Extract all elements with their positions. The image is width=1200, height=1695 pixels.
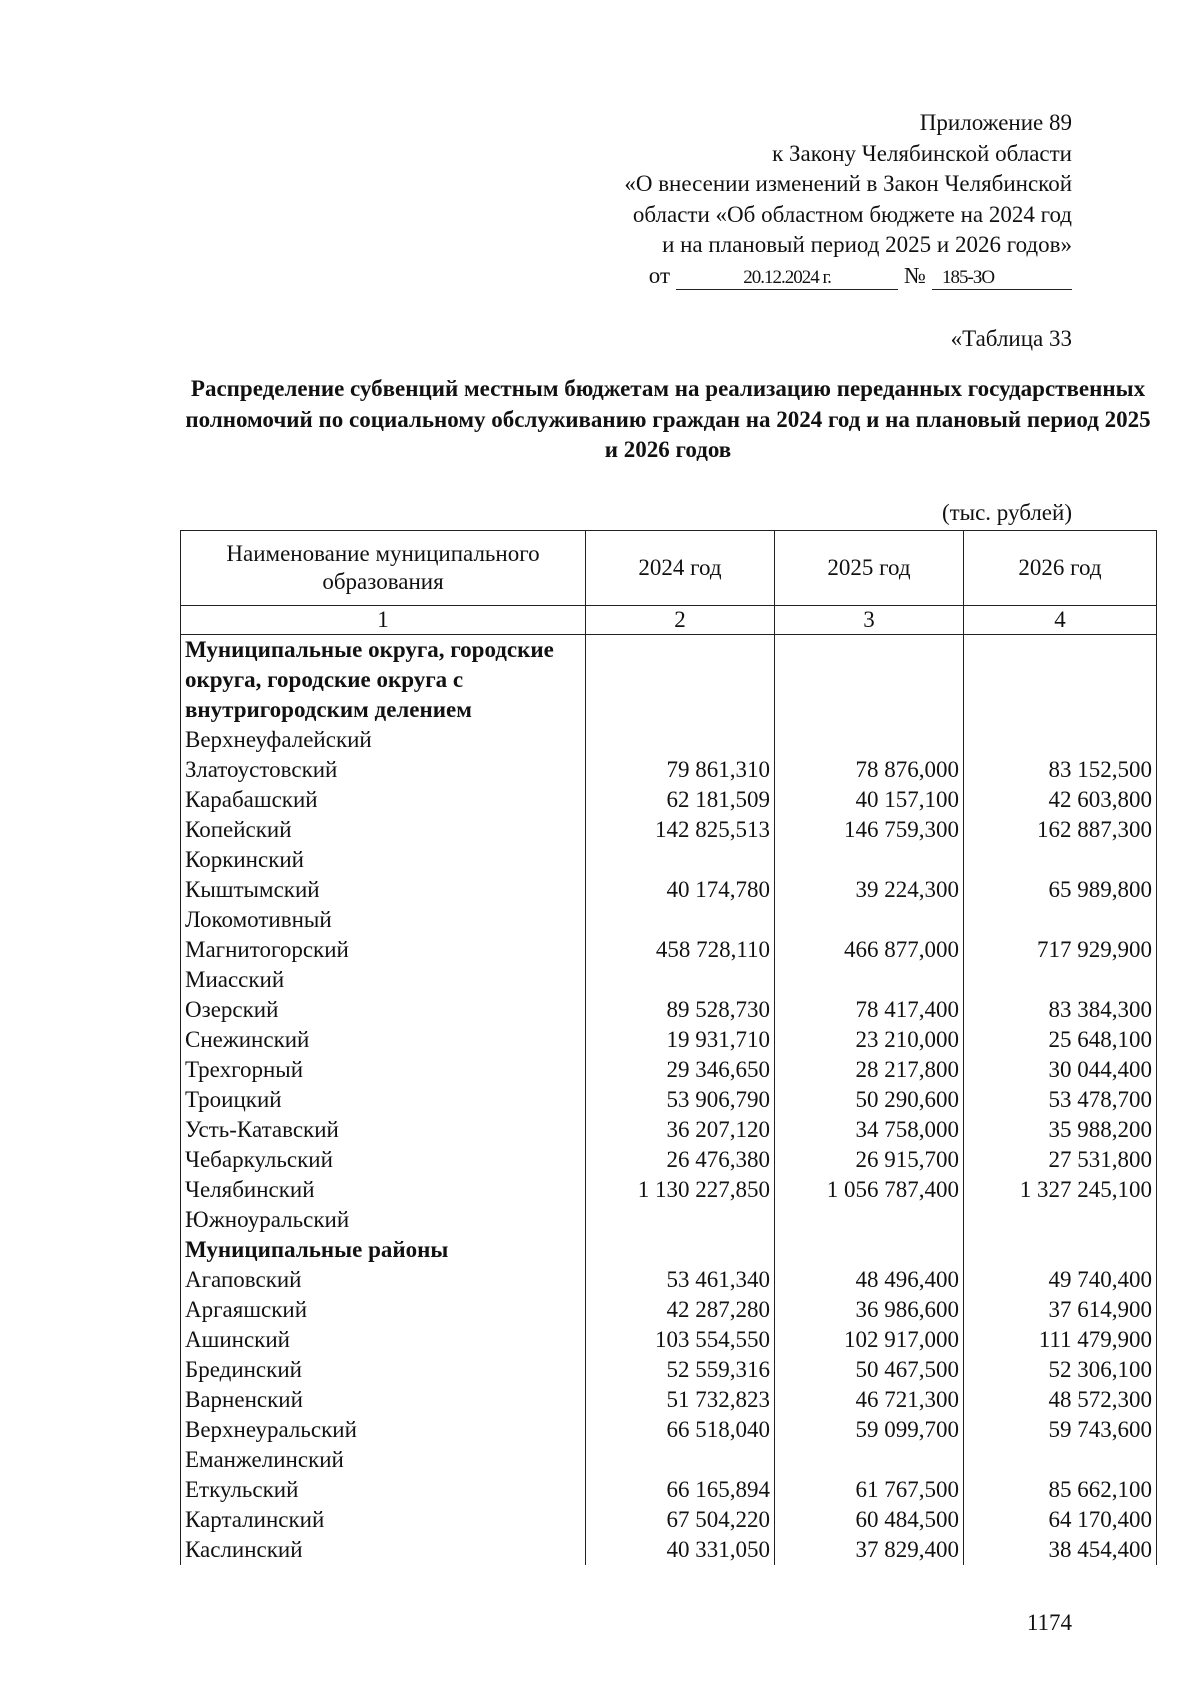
municipality-name: Усть-Катавский — [181, 1115, 586, 1145]
value-2026: 35 988,200 — [964, 1115, 1157, 1145]
table-row — [181, 1115, 1157, 1145]
municipality-name: Южноуральский — [181, 1205, 586, 1235]
value-2026 — [964, 635, 1157, 726]
table-row — [181, 815, 1157, 845]
units-label: (тыс. рублей) — [941, 500, 1072, 525]
value-2025: 50 290,600 — [775, 1085, 964, 1115]
value-2026 — [964, 725, 1157, 755]
value-2025 — [775, 725, 964, 755]
value-2026: 53 478,700 — [964, 1085, 1157, 1115]
municipality-name: Верхнеуральский — [181, 1415, 586, 1445]
value-2024: 29 346,650 — [586, 1055, 775, 1085]
value-2024 — [586, 1445, 775, 1475]
document-title: Распределение субвенций местным бюджетам на реализацию переданных государственных полномочий по социальному обслуживанию граждан на 2024 год и на плановый период 2025 и 2026 годов — [185, 376, 1151, 462]
municipality-name: Трехгорный — [181, 1055, 586, 1085]
municipality-name: Каслинский — [181, 1535, 586, 1565]
value-2026 — [964, 905, 1157, 935]
value-2025 — [775, 1235, 964, 1265]
municipality-name: Еманжелинский — [181, 1445, 586, 1475]
municipality-name: Миасский — [181, 965, 586, 995]
value-2025 — [775, 635, 964, 726]
table-label: «Таблица 33 — [950, 326, 1072, 351]
value-2024: 40 174,780 — [586, 875, 775, 905]
header-2025: 2025 год — [775, 531, 964, 606]
value-2025: 102 917,000 — [775, 1325, 964, 1355]
value-2026: 717 929,900 — [964, 935, 1157, 965]
column-number: 2 — [586, 606, 775, 635]
page-number: 1174 — [1026, 1610, 1072, 1635]
value-2024: 26 476,380 — [586, 1145, 775, 1175]
table-row — [181, 1145, 1157, 1175]
value-2026: 162 887,300 — [964, 815, 1157, 845]
municipality-name: Брединский — [181, 1355, 586, 1385]
value-2024: 79 861,310 — [586, 755, 775, 785]
value-2026 — [964, 965, 1157, 995]
municipality-name: Верхнеуфалейский — [181, 725, 586, 755]
value-2024 — [586, 725, 775, 755]
value-2025 — [775, 905, 964, 935]
municipality-name: Карабашский — [181, 785, 586, 815]
value-2025: 146 759,300 — [775, 815, 964, 845]
value-2024 — [586, 905, 775, 935]
municipality-name: Коркинский — [181, 845, 586, 875]
value-2025: 26 915,700 — [775, 1145, 964, 1175]
value-2024 — [586, 1205, 775, 1235]
law-number-field: 185-ЗО — [932, 267, 1072, 290]
subvention-table — [180, 530, 1157, 1565]
table-row — [181, 965, 1157, 995]
value-2024 — [586, 965, 775, 995]
value-2025: 50 467,500 — [775, 1355, 964, 1385]
value-2025: 34 758,000 — [775, 1115, 964, 1145]
municipality-name: Варненский — [181, 1385, 586, 1415]
value-2024: 67 504,220 — [586, 1505, 775, 1535]
value-2024: 66 518,040 — [586, 1415, 775, 1445]
value-2026: 83 384,300 — [964, 995, 1157, 1025]
value-2024: 19 931,710 — [586, 1025, 775, 1055]
value-2026: 85 662,100 — [964, 1475, 1157, 1505]
value-2026: 64 170,400 — [964, 1505, 1157, 1535]
value-2025: 78 417,400 — [775, 995, 964, 1025]
value-2026: 38 454,400 — [964, 1535, 1157, 1565]
table-row — [181, 1445, 1157, 1475]
value-2025: 37 829,400 — [775, 1535, 964, 1565]
table-row — [181, 1475, 1157, 1505]
appendix-line: и на плановый период 2025 и 2026 годов» — [662, 232, 1072, 257]
law-date-number-row — [624, 261, 1072, 292]
value-2025 — [775, 965, 964, 995]
appendix-line: «О внесении изменений в Закон Челябинской — [624, 171, 1072, 196]
table-row — [181, 785, 1157, 815]
value-2024: 1 130 227,850 — [586, 1175, 775, 1205]
value-2024: 51 732,823 — [586, 1385, 775, 1415]
column-number: 4 — [964, 606, 1157, 635]
value-2025: 46 721,300 — [775, 1385, 964, 1415]
value-2026: 52 306,100 — [964, 1355, 1157, 1385]
value-2024: 103 554,550 — [586, 1325, 775, 1355]
municipality-name: Златоустовский — [181, 755, 586, 785]
table-section-row — [181, 1235, 1157, 1265]
municipality-name: Чебаркульский — [181, 1145, 586, 1175]
value-2026: 49 740,400 — [964, 1265, 1157, 1295]
value-2026: 27 531,800 — [964, 1145, 1157, 1175]
value-2024: 42 287,280 — [586, 1295, 775, 1325]
value-2025 — [775, 1205, 964, 1235]
table-row — [181, 935, 1157, 965]
header-2024: 2024 год — [586, 531, 775, 606]
value-2025: 40 157,100 — [775, 785, 964, 815]
column-number-row — [181, 606, 1157, 635]
value-2024 — [586, 635, 775, 726]
table-body — [181, 606, 1157, 1566]
table-row — [181, 1535, 1157, 1565]
municipality-name: Муниципальные округа, городские округа, городские округа с внутригородским делением — [181, 635, 586, 726]
number-label: № — [904, 262, 926, 288]
table-section-row — [181, 635, 1157, 726]
value-2025: 466 877,000 — [775, 935, 964, 965]
table-row — [181, 1205, 1157, 1235]
value-2026 — [964, 1445, 1157, 1475]
value-2026: 48 572,300 — [964, 1385, 1157, 1415]
table-row — [181, 755, 1157, 785]
municipality-name: Локомотивный — [181, 905, 586, 935]
municipality-name: Муниципальные районы — [181, 1235, 586, 1265]
value-2026: 111 479,900 — [964, 1325, 1157, 1355]
table-row — [181, 1385, 1157, 1415]
value-2026: 59 743,600 — [964, 1415, 1157, 1445]
value-2026: 83 152,500 — [964, 755, 1157, 785]
value-2024: 36 207,120 — [586, 1115, 775, 1145]
from-label: от — [648, 262, 671, 288]
table-row — [181, 1175, 1157, 1205]
value-2024: 62 181,509 — [586, 785, 775, 815]
appendix-line: области «Об областном бюджете на 2024 год — [632, 201, 1072, 227]
value-2025: 28 217,800 — [775, 1055, 964, 1085]
value-2024: 52 559,316 — [586, 1355, 775, 1385]
table-row — [181, 1355, 1157, 1385]
municipality-name: Озерский — [181, 995, 586, 1025]
column-number: 1 — [181, 606, 586, 635]
value-2024 — [586, 1235, 775, 1265]
value-2026 — [964, 1235, 1157, 1265]
value-2026: 65 989,800 — [964, 875, 1157, 905]
value-2025 — [775, 1445, 964, 1475]
municipality-name: Карталинский — [181, 1505, 586, 1535]
value-2025: 36 986,600 — [775, 1295, 964, 1325]
value-2025: 78 876,000 — [775, 755, 964, 785]
value-2024: 66 165,894 — [586, 1475, 775, 1505]
value-2026 — [964, 1205, 1157, 1235]
value-2026: 25 648,100 — [964, 1025, 1157, 1055]
table-row — [181, 1325, 1157, 1355]
municipality-name: Снежинский — [181, 1025, 586, 1055]
table-row — [181, 1265, 1157, 1295]
appendix-header — [624, 108, 1072, 291]
column-number: 3 — [775, 606, 964, 635]
table-row — [181, 1085, 1157, 1115]
value-2026 — [964, 845, 1157, 875]
value-2026: 37 614,900 — [964, 1295, 1157, 1325]
municipality-name: Ашинский — [181, 1325, 586, 1355]
table-row — [181, 725, 1157, 755]
value-2025: 1 056 787,400 — [775, 1175, 964, 1205]
value-2024: 53 461,340 — [586, 1265, 775, 1295]
value-2025: 59 099,700 — [775, 1415, 964, 1445]
table-row — [181, 1295, 1157, 1325]
municipality-name: Челябинский — [181, 1175, 586, 1205]
value-2025 — [775, 845, 964, 875]
header-2026: 2026 год — [964, 531, 1157, 606]
value-2024: 89 528,730 — [586, 995, 775, 1025]
value-2026: 30 044,400 — [964, 1055, 1157, 1085]
municipality-name: Магнитогорский — [181, 935, 586, 965]
value-2025: 39 224,300 — [775, 875, 964, 905]
value-2024: 458 728,110 — [586, 935, 775, 965]
value-2024 — [586, 845, 775, 875]
table-row — [181, 1505, 1157, 1535]
municipality-name: Еткульский — [181, 1475, 586, 1505]
appendix-line: Приложение 89 — [919, 110, 1072, 135]
value-2025: 23 210,000 — [775, 1025, 964, 1055]
value-2024: 142 825,513 — [586, 815, 775, 845]
value-2026: 1 327 245,100 — [964, 1175, 1157, 1205]
municipality-name: Копейский — [181, 815, 586, 845]
municipality-name: Кыштымский — [181, 875, 586, 905]
municipality-name: Троицкий — [181, 1085, 586, 1115]
table-row — [181, 1025, 1157, 1055]
law-date-field: 20.12.2024 г. — [676, 267, 898, 290]
municipality-name: Агаповский — [181, 1265, 586, 1295]
table-header-row — [181, 531, 1157, 606]
table-row — [181, 875, 1157, 905]
table-row — [181, 845, 1157, 875]
value-2025: 48 496,400 — [775, 1265, 964, 1295]
value-2025: 61 767,500 — [775, 1475, 964, 1505]
value-2025: 60 484,500 — [775, 1505, 964, 1535]
municipality-name: Аргаяшский — [181, 1295, 586, 1325]
value-2024: 40 331,050 — [586, 1535, 775, 1565]
table-row — [181, 1055, 1157, 1085]
appendix-line: к Закону Челябинской области — [772, 140, 1072, 166]
table-row — [181, 1415, 1157, 1445]
value-2024: 53 906,790 — [586, 1085, 775, 1115]
value-2026: 42 603,800 — [964, 785, 1157, 815]
table-row — [181, 905, 1157, 935]
table-row — [181, 995, 1157, 1025]
header-municipality: Наименование муниципального образования — [181, 531, 586, 606]
